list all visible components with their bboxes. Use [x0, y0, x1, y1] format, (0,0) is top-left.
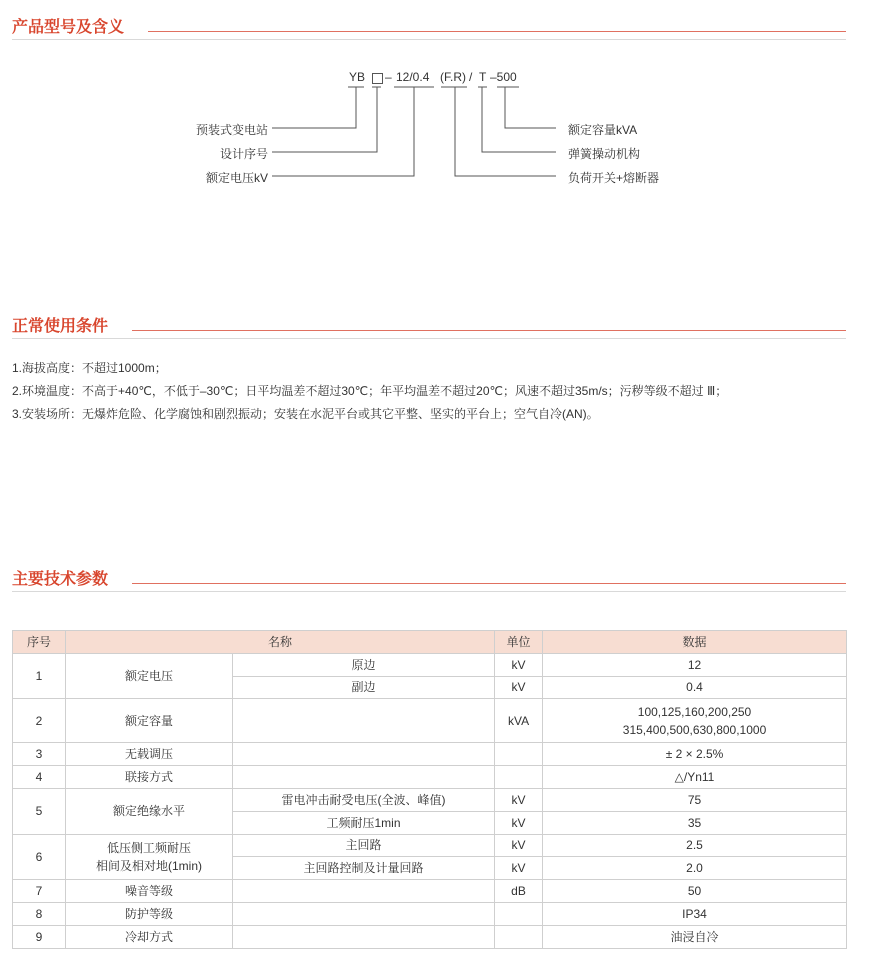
cell-value: △/Yn11 [543, 766, 847, 789]
cell-no: 2 [13, 699, 66, 743]
cell-sub: 原边 [233, 653, 495, 676]
cell-value: 12 [543, 653, 847, 676]
cell-sub: 主回路控制及计量回路 [233, 857, 495, 880]
cell-unit [495, 925, 543, 948]
table-row [13, 880, 847, 903]
cell-name-line: 低压侧工频耐压 [106, 840, 191, 855]
model-connector-lines [0, 0, 870, 200]
cell-sub: 雷电冲击耐受电压(全波、峰值) [233, 788, 495, 811]
cell-sub [233, 902, 495, 925]
cell-sub [233, 925, 495, 948]
cell-value: 2.0 [543, 857, 847, 880]
table-row [13, 902, 847, 925]
code-fr: (F.R) [440, 70, 466, 84]
header-name: 名称 [66, 631, 495, 654]
table-header-row [13, 631, 847, 654]
cell-sub: 主回路 [233, 834, 495, 857]
table-row [13, 834, 847, 857]
cell-unit: kVA [495, 699, 543, 743]
condition-temperature: 2.环境温度：不高于+40℃，不低于–30℃；日平均温差不超过30℃；年平均温差不超过20℃；风速不超过35m/s；污秽等级不超过 Ⅲ； [12, 384, 728, 398]
cell-sub [233, 880, 495, 903]
cell-name: 防护等级 [66, 902, 233, 925]
label-rated-voltage: 额定电压kV [205, 171, 268, 185]
cell-no: 7 [13, 880, 66, 903]
cell-unit [495, 743, 543, 766]
cell-value: 油浸自冷 [543, 925, 847, 948]
cell-value [543, 699, 847, 743]
cell-sub [233, 766, 495, 789]
code-t: T [479, 70, 487, 84]
cell-no: 6 [13, 834, 66, 880]
table-row [13, 743, 847, 766]
section-divider-thin [12, 338, 846, 339]
cell-name: 噪音等级 [66, 880, 233, 903]
code-capacity: –500 [490, 70, 517, 84]
cell-no: 4 [13, 766, 66, 789]
cell-unit: kV [495, 834, 543, 857]
cell-unit [495, 902, 543, 925]
code-yb: YB [349, 70, 366, 84]
cell-unit: kV [495, 788, 543, 811]
cell-unit: kV [495, 857, 543, 880]
table-row [13, 925, 847, 948]
header-unit: 单位 [495, 631, 543, 654]
cell-sub [233, 743, 495, 766]
cell-name: 额定绝缘水平 [66, 788, 233, 834]
section-title-conditions: 正常使用条件 [12, 318, 109, 335]
header-data: 数据 [543, 631, 847, 654]
cell-unit: kV [495, 676, 543, 699]
cell-no: 1 [13, 653, 66, 699]
condition-altitude: 1.海拔高度：不超过1000m； [12, 361, 167, 375]
section-divider [132, 330, 846, 331]
header-no: 序号 [13, 631, 66, 654]
cell-value: 0.4 [543, 676, 847, 699]
cell-value: 35 [543, 811, 847, 834]
cell-sub [233, 699, 495, 743]
condition-location: 3.安装场所：无爆炸危险、化学腐蚀和剧烈振动；安装在水泥平台或其它平整、坚实的平台上；空气自冷(AN)。 [12, 407, 599, 421]
cell-unit [495, 766, 543, 789]
code-dash: – [385, 70, 392, 84]
cell-name: 联接方式 [66, 766, 233, 789]
label-spring-mechanism: 弹簧操动机构 [568, 147, 641, 161]
cell-value-line: 315,400,500,630,800,1000 [622, 722, 767, 737]
cell-name: 无载调压 [66, 743, 233, 766]
table-row [13, 653, 847, 676]
table-row [13, 699, 847, 743]
cell-name-line: 相间及相对地(1min) [95, 858, 202, 873]
cell-no: 9 [13, 925, 66, 948]
cell-value: ± 2 × 2.5% [543, 743, 847, 766]
label-design-no: 设计序号 [219, 147, 268, 161]
label-load-switch-fuse: 负荷开关+熔断器 [568, 171, 660, 185]
label-rated-capacity: 额定容量kVA [568, 123, 638, 137]
cell-no: 3 [13, 743, 66, 766]
cell-name: 额定电压 [66, 653, 233, 699]
cell-unit: kV [495, 653, 543, 676]
section-divider-thin [12, 591, 846, 592]
cell-no: 8 [13, 902, 66, 925]
code-voltage: 12/0.4 [396, 70, 430, 84]
cell-unit: kV [495, 811, 543, 834]
spec-table [12, 630, 847, 949]
cell-sub: 工频耐压1min [233, 811, 495, 834]
cell-value: 75 [543, 788, 847, 811]
cell-name: 冷却方式 [66, 925, 233, 948]
cell-value: 50 [543, 880, 847, 903]
cell-value: IP34 [543, 902, 847, 925]
section-title-specs: 主要技术参数 [12, 571, 109, 588]
section-title-model: 产品型号及含义 [12, 19, 125, 36]
label-substation: 预装式变电站 [195, 123, 268, 137]
cell-unit: dB [495, 880, 543, 903]
section-divider [132, 583, 846, 584]
cell-name: 额定容量 [66, 699, 233, 743]
cell-no: 5 [13, 788, 66, 834]
table-row [13, 788, 847, 811]
cell-value-line: 100,125,160,200,250 [637, 704, 752, 719]
table-row [13, 766, 847, 789]
code-slash: / [469, 70, 473, 84]
cell-value: 2.5 [543, 834, 847, 857]
cell-sub: 副边 [233, 676, 495, 699]
cell-name [66, 834, 233, 880]
